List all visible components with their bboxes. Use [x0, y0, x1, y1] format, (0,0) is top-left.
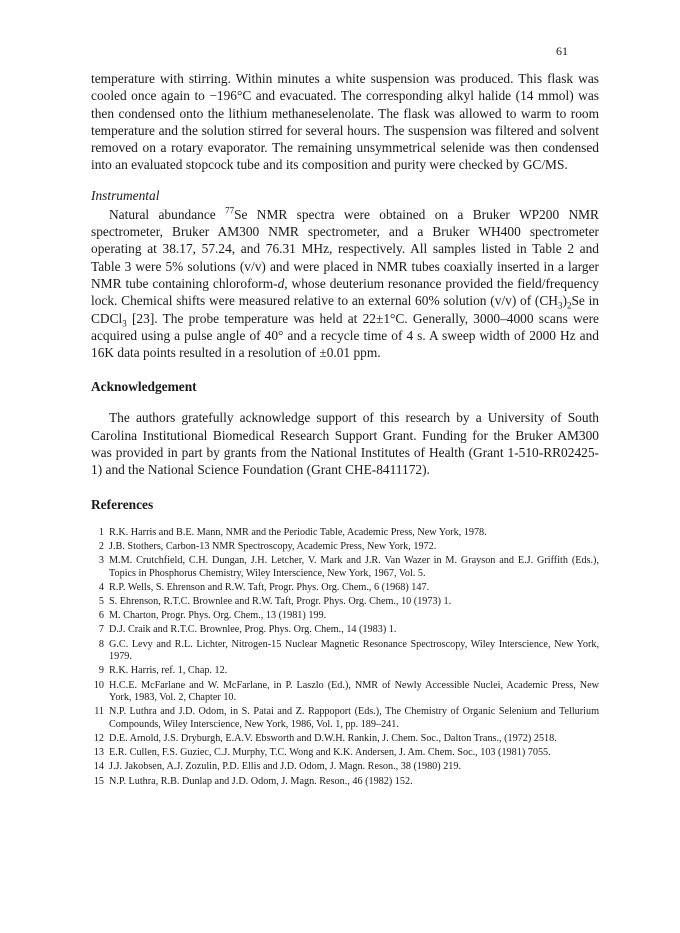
- reference-text: S. Ehrenson, R.T.C. Brownlee and R.W. Taft, Progr. Phys. Org. Chem., 10 (1973) 1.: [109, 595, 452, 607]
- reference-item: [91, 680, 599, 705]
- reference-text: N.P. Luthra and J.D. Odom, in S. Patai and Z. Rappoport (Eds.), The Chemistry of Organic Selenium and Tellurium Compounds, Wiley Interscience, New York, 1986, Vol. 1, pp. 189–241.: [109, 706, 599, 730]
- instrumental-text-mid2: , whose deuterium resonance provided the field/frequency lock. Chemical shifts were measured relative to an external 60% solution (v/v) of (CH: [91, 275, 599, 309]
- reference-item: [91, 624, 599, 637]
- reference-number: 14: [93, 761, 104, 773]
- reference-item: [91, 555, 599, 580]
- reference-item: [91, 639, 599, 664]
- acknowledgement-heading: Acknowledgement: [91, 379, 197, 395]
- reference-text: D.E. Arnold, J.S. Dryburgh, E.A.V. Ebsworth and D.W.H. Rankin, J. Chem. Soc., Dalton Trans., (1972) 2518.: [109, 733, 557, 745]
- reference-item: [91, 596, 599, 609]
- reference-number: 3: [98, 555, 104, 567]
- reference-text: J.B. Stothers, Carbon-13 NMR Spectroscopy, Academic Press, New York, 1972.: [109, 540, 437, 552]
- reference-number: 10: [93, 679, 104, 691]
- subscript-cdcl3: 3: [122, 318, 127, 329]
- page-content: [91, 70, 599, 790]
- reference-text: D.J. Craik and R.T.C. Brownlee, Prog. Phys. Org. Chem., 14 (1983) 1.: [109, 624, 397, 636]
- reference-item: [91, 527, 599, 540]
- reference-text: E.R. Cullen, F.S. Guziec, C.J. Murphy, T.C. Wong and K.K. Andersen, J. Am. Chem. Soc., 103 (1981) 7055.: [109, 747, 551, 759]
- instrumental-text-mid4: Se in CDCl: [91, 293, 600, 326]
- reference-text: R.K. Harris and B.E. Mann, NMR and the Periodic Table, Academic Press, New York, 1978.: [109, 526, 487, 538]
- reference-item: [91, 610, 599, 623]
- instrumental-text-end: [23]. The probe temperature was held at 22±1°C. Generally, 3000–4000 scans were acquired using a pulse angle of 40° and a recycle time of 4 s. A sweep width of 2000 Hz and 16K data points resulted in a resolution of ±0.01 ppm.: [91, 310, 599, 361]
- reference-number: 2: [98, 540, 104, 552]
- reference-number: 9: [98, 665, 104, 677]
- reference-text: R.K. Harris, ref. 1, Chap. 12.: [109, 665, 228, 677]
- page-number: 61: [556, 44, 568, 58]
- reference-number: 8: [98, 638, 104, 650]
- reference-number: 13: [93, 747, 104, 759]
- reference-text: H.C.E. McFarlane and W. McFarlane, in P. Laszlo (Ed.), NMR of Newly Accessible Nuclei, Academic Press, New York, 1983, Vol. 2, Chapter 10.: [109, 679, 599, 704]
- reference-number: 12: [93, 733, 104, 745]
- reference-text: J.J. Jakobsen, A.J. Zozulin, P.D. Ellis and J.D. Odom, J. Magn. Reson., 38 (1980) 219.: [109, 761, 462, 773]
- subscript-ch3: 3: [557, 300, 563, 311]
- reference-item: [91, 776, 599, 789]
- instrumental-paragraph: [91, 206, 599, 362]
- reference-text: R.P. Wells, S. Ehrenson and R.W. Taft, Progr. Phys. Org. Chem., 6 (1968) 147.: [109, 581, 430, 593]
- reference-number: 5: [98, 595, 104, 607]
- reference-number: 6: [98, 610, 104, 622]
- instrumental-text-mid1: Se NMR spectra were obtained on a Bruker WP200 NMR spectrometer, Bruker AM300 NMR spectrometer, and a Bruker WH400 spectrometer operating at 38.17, 57.24, and 76.31 MHz, respectively. All samples listed in Table 2 and Table 3 were 5% solutions (v/v) and were placed in NMR tubes coaxially inserted in a larger NMR tube containing chloroform-: [91, 206, 599, 291]
- reference-text: N.P. Luthra, R.B. Dunlap and J.D. Odom, J. Magn. Reson., 46 (1982) 152.: [109, 775, 413, 787]
- reference-text: M. Charton, Progr. Phys. Org. Chem., 13 (1981) 199.: [109, 610, 327, 622]
- reference-number: 15: [93, 775, 104, 787]
- instrumental-text-mid3: ): [562, 293, 567, 309]
- reference-text: G.C. Levy and R.L. Lichter, Nitrogen-15 Nuclear Magnetic Resonance Spectroscopy, Wiley Interscience, New York, 1979.: [109, 638, 599, 663]
- reference-item: [91, 665, 599, 678]
- isotope-superscript: 77: [225, 205, 235, 216]
- reference-item: [91, 733, 599, 746]
- references-list: [91, 527, 599, 789]
- acknowledgement-paragraph: The authors gratefully acknowledge support of this research by a University of South Carolina Institutional Biomedical Research Support Grant. Funding for the Bruker AM300 was provided in part by grants from the National Institutes of Health (Grant 1-510-RR02425-1) and the National Science Foundation (Grant CHE-8411172).: [91, 410, 599, 478]
- reference-number: 1: [98, 526, 104, 538]
- reference-item: [91, 761, 599, 774]
- instrumental-heading: Instrumental: [91, 187, 160, 203]
- references-heading: References: [91, 496, 154, 512]
- reference-text: M.M. Crutchfield, C.H. Dungan, J.H. Letcher, V. Mark and J.R. Van Wazer in M. Grayson and E.J. Griffith (Eds.), Topics in Phosphorus Chemistry, Wiley Interscience, New York, 1967, Vol. 5.: [109, 555, 599, 579]
- reference-item: [91, 541, 599, 554]
- intro-paragraph: temperature with stirring. Within minutes a white suspension was produced. This flask was cooled once again to −196°C and evacuated. The corresponding alkyl halide (14 mmol) was then condensed onto the lithium methaneselenolate. The flask was allowed to warm to room temperature and the solution stirred for several hours. The suspension was filtered and solvent removed on a rotary evaporator. The remaining unsymmetrical selenide was then condensed into an evaluated stopcock tube and its composition and purity were checked by GC/MS.: [91, 71, 599, 173]
- deuterated-label: d: [277, 275, 285, 291]
- reference-item: [91, 747, 599, 760]
- reference-item: [91, 582, 599, 595]
- reference-number: 11: [94, 706, 104, 718]
- reference-item: [91, 706, 599, 731]
- instrumental-text-start: Natural abundance: [109, 206, 226, 222]
- reference-number: 4: [98, 581, 104, 593]
- reference-number: 7: [98, 624, 104, 636]
- subscript-2: 2: [566, 300, 572, 311]
